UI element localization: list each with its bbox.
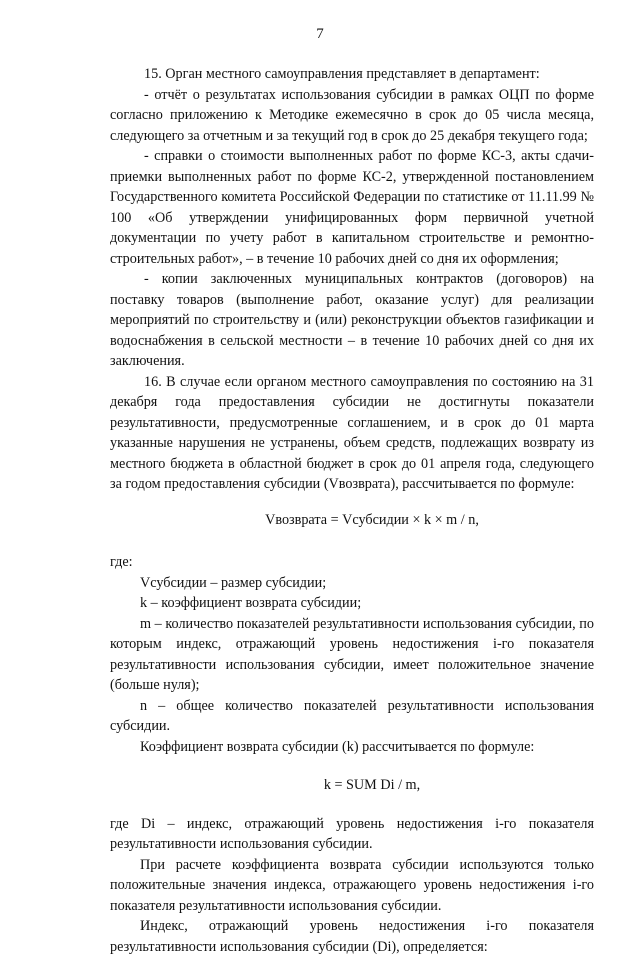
- coefficient-intro: Коэффициент возврата субсидии (k) рассчитывается по формуле:: [140, 738, 535, 755]
- paragraph-di-definition: где Di – индекс, отражающий уровень недостижения i-го показателя результативности использования субсидии.: [110, 815, 594, 852]
- definition-vsubsidy: Vсубсидии – размер субсидии;: [140, 574, 327, 591]
- page-number: 7: [316, 26, 324, 42]
- paragraph-certificates-item: - справки о стоимости выполненных работ по форме КС-3, акты сдачи-приемки выполненных работ по форме КС-2, утвержденной постановлением Государственного комитета Российской Федерации по статистике от 11.11.99 № 100 «Об утверждении унифицированных форм первичной учетной документации по учету работ в капитальном строительстве и ремонтно-строительных работ», – в течение 10 рабочих дней со дня их оформления;: [110, 148, 594, 267]
- paragraph-index-determined: Индекс, отражающий уровень недостижения i-го показателя результативности использования субсидии (Di), определяется:: [110, 918, 594, 955]
- definition-n: n – общее количество показателей результативности использования субсидии.: [110, 697, 594, 734]
- formula-coefficient: k = SUM Di / m,: [323, 777, 421, 793]
- paragraph-positive-values: При расчете коэффициента возврата субсидии используются только положительные значения индекса, отражающего уровень недостижения i-го показателя результативности использования субсидии.: [110, 856, 594, 914]
- paragraph-16: 16. В случае если органом местного самоуправления по состоянию на 31 декабря года предоставления субсидии не достигнуты показатели результативности, предусмотренные соглашением, и в срок до 01 марта указанные нарушения не устранены, объем средств, подлежащих возврату из местного бюджета в областной бюджет в срок до 01 апреля года, следующего за годом предоставления субсидии (Vвозврата), рассчитывается по формуле:: [110, 373, 594, 492]
- formula-return-volume: Vвозврата = Vсубсидии × k × m / n,: [265, 511, 479, 528]
- definition-k: k – коэффициент возврата субсидии;: [140, 595, 362, 611]
- paragraph-15-heading: 15. Орган местного самоуправления представляет в департамент:: [144, 66, 540, 82]
- definition-m: m – количество показателей результативности использования субсидии, по которым индекс, отражающий уровень недостижения i-го показателя результативности использования субсидии, имеет положительное значение (больше нуля);: [110, 615, 594, 693]
- paragraph-contracts-item: - копии заключенных муниципальных контрактов (договоров) на поставку товаров (выполнение работ, оказание услуг) для реализации мероприятий по строительству и (или) реконструкции объектов газификации и водоснабжения в сельской местности – в течение 10 рабочих дней со дня их заключения.: [110, 271, 594, 369]
- paragraph-report-item: - отчёт о результатах использования субсидии в рамках ОЦП по форме согласно приложению к Методике ежемесячно в срок до 05 числа месяца, следующего за отчетным и за текущий год в срок до 25 декабря текущего года;: [110, 86, 594, 144]
- document-body: [110, 64, 594, 957]
- where-label: где:: [110, 554, 133, 570]
